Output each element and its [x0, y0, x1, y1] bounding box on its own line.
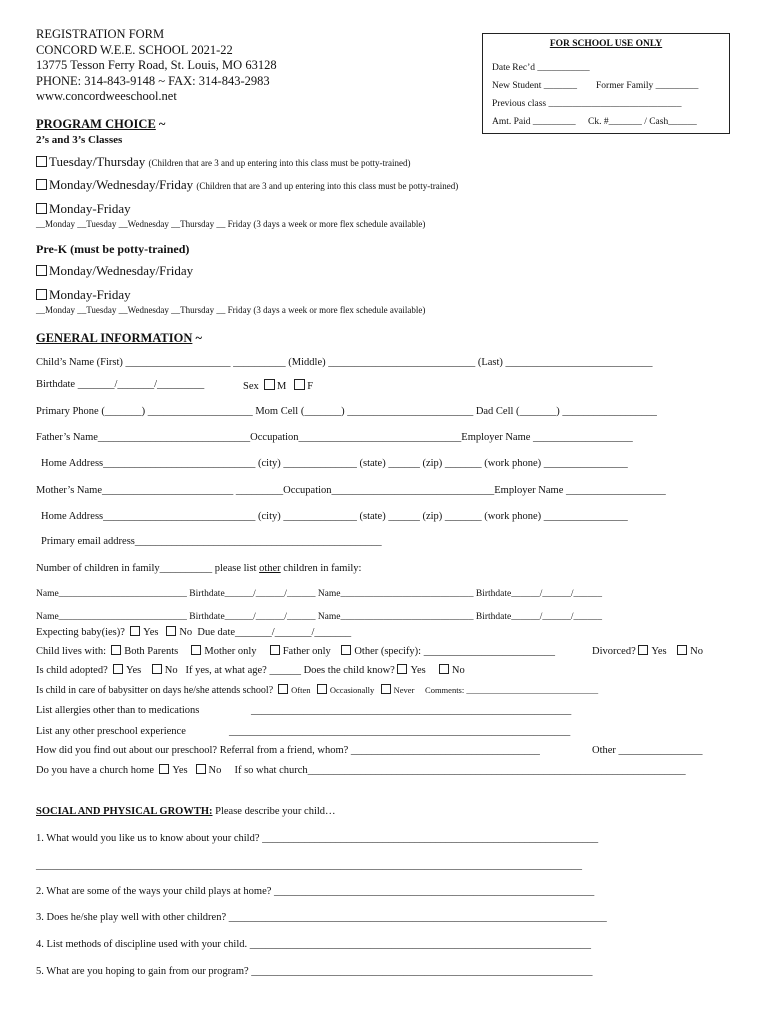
form-title: REGISTRATION FORM	[36, 27, 165, 41]
tt-checkbox[interactable]	[36, 156, 47, 167]
social-growth-heading: SOCIAL AND PHYSICAL GROWTH: Please describe your child…	[36, 806, 336, 817]
divorced-row[interactable]: Divorced? Yes No	[592, 646, 703, 657]
prek-days-choice[interactable]: __Monday __Tuesday __Wednesday __Thursday __ Friday (3 days a week or more flex schedule available)	[36, 305, 426, 315]
mother-only-checkbox[interactable]	[191, 645, 201, 655]
knows-no-checkbox[interactable]	[439, 664, 449, 674]
often-checkbox[interactable]	[278, 684, 288, 694]
question-5-field[interactable]: 5. What are you hoping to gain from our program? _________________________________________________________________	[36, 966, 593, 977]
other-checkbox[interactable]	[341, 645, 351, 655]
father-only-checkbox[interactable]	[270, 645, 280, 655]
birthdate-field[interactable]: Birthdate _______/_______/_________	[36, 379, 205, 390]
adopted-yes-checkbox[interactable]	[113, 664, 123, 674]
father-fields[interactable]: Father’s Name_____________________________Occupation_______________________________Employer Name ___________________	[36, 432, 633, 443]
twos-threes-heading: 2’s and 3’s Classes	[36, 134, 123, 146]
childs-name-field[interactable]: Child’s Name (First) ____________________ __________ (Middle) ____________________________ (Last) ____________________________	[36, 357, 653, 368]
father-home-fields[interactable]: Home Address_____________________________ (city) ______________ (state) ______ (zip) _______ (work phone) ________________	[41, 458, 628, 469]
never-checkbox[interactable]	[381, 684, 391, 694]
school-address: 13775 Tesson Ferry Road, St. Louis, MO 63128	[36, 58, 277, 72]
question-1-field[interactable]: 1. What would you like us to know about your child? ________________________________________________________________	[36, 833, 599, 844]
school-website: www.concordweeschool.net	[36, 89, 177, 103]
sibling-row-2[interactable]: Name___________________________ Birthdate______/______/______ Name____________________________ Birthdate______/______/______	[36, 612, 603, 622]
date-received-field[interactable]: Date Rec’d ___________	[492, 63, 590, 73]
referral-other-field[interactable]: Other ________________	[592, 745, 703, 756]
option-mwf[interactable]: Monday/Wednesday/Friday (Children that are 3 and up entering into this class must be potty-trained)	[36, 177, 458, 193]
general-info-heading: GENERAL INFORMATION ~	[36, 331, 203, 345]
email-field[interactable]: Primary email address_______________________________________________	[41, 536, 382, 547]
mother-home-fields[interactable]: Home Address_____________________________ (city) ______________ (state) ______ (zip) _______ (work phone) ________________	[41, 511, 628, 522]
sex-m-checkbox[interactable]	[264, 379, 275, 390]
lives-with-row[interactable]: Child lives with: Both Parents Mother only Father only Other (specify): _________________________	[36, 646, 555, 657]
both-parents-checkbox[interactable]	[111, 645, 121, 655]
question-2-field[interactable]: 2. What are some of the ways your child plays at home? _____________________________________________________________	[36, 886, 595, 897]
babysitter-row[interactable]: Is child in care of babysitter on days he/she attends school? Often Occasionally Never Comments: _______________________________	[36, 685, 599, 696]
option-prek-monday-friday[interactable]: Monday-Friday	[36, 287, 131, 303]
sex-choice[interactable]: Sex M F	[243, 381, 314, 392]
option-monday-friday[interactable]: Monday-Friday	[36, 201, 131, 217]
church-no-checkbox[interactable]	[196, 764, 206, 774]
mwf-checkbox[interactable]	[36, 179, 47, 190]
prek-mf-checkbox[interactable]	[36, 289, 47, 300]
church-row[interactable]: Do you have a church home Yes No If so what church________________________________________________________________________	[36, 765, 686, 776]
former-family-field[interactable]: Former Family _________	[596, 81, 699, 91]
option-tuesday-thursday[interactable]: Tuesday/Thursday (Children that are 3 and up entering into this class must be potty-trained)	[36, 154, 410, 170]
program-choice-heading: PROGRAM CHOICE ~	[36, 117, 166, 131]
number-of-children-field[interactable]: Number of children in family__________ please list other children in family:	[36, 563, 362, 574]
question-3-field[interactable]: 3. Does he/she play well with other children? ________________________________________________________________________	[36, 912, 607, 923]
school-use-box	[482, 33, 730, 134]
referral-field[interactable]: How did you find out about our preschool? Referral from a friend, whom? ____________________________________	[36, 745, 540, 756]
expecting-row[interactable]: Expecting baby(ies)? Yes No Due date_______/_______/_______	[36, 627, 352, 638]
mf-days-choice[interactable]: __Monday __Tuesday __Wednesday __Thursday __ Friday (3 days a week or more flex schedule available)	[36, 219, 426, 229]
sibling-row-1[interactable]: Name___________________________ Birthdate______/______/______ Name____________________________ Birthdate______/______/______	[36, 589, 603, 599]
school-header	[36, 27, 277, 105]
previous-class-field[interactable]: Previous class ____________________________	[492, 99, 682, 109]
question-1-line-2[interactable]: ________________________________________________________________________________________________________	[36, 860, 582, 871]
new-student-field[interactable]: New Student _______	[492, 81, 577, 91]
expecting-no-checkbox[interactable]	[166, 626, 176, 636]
school-use-title: FOR SCHOOL USE ONLY	[549, 39, 663, 49]
mf-checkbox[interactable]	[36, 203, 47, 214]
preschool-exp-label: List any other preschool experience	[36, 726, 186, 737]
divorced-no-checkbox[interactable]	[677, 645, 687, 655]
knows-yes-checkbox[interactable]	[397, 664, 407, 674]
allergies-field[interactable]: _____________________________________________________________	[251, 705, 572, 716]
amount-paid-field[interactable]: Amt. Paid _________	[492, 117, 576, 127]
mother-fields[interactable]: Mother’s Name_________________________ _________Occupation_______________________________Employer Name ___________________	[36, 485, 666, 496]
adopted-no-checkbox[interactable]	[152, 664, 162, 674]
question-4-field[interactable]: 4. List methods of discipline used with your child. _________________________________________________________________	[36, 939, 592, 950]
expecting-yes-checkbox[interactable]	[130, 626, 140, 636]
phone-fields[interactable]: Primary Phone (_______) ____________________ Mom Cell (_______) ________________________ Dad Cell (_______) __________________	[36, 406, 657, 417]
divorced-yes-checkbox[interactable]	[638, 645, 648, 655]
preschool-exp-field[interactable]: _________________________________________________________________	[229, 726, 571, 737]
adopted-row[interactable]: Is child adopted? Yes No If yes, at what age? ______ Does the child know? Yes No	[36, 665, 465, 676]
sex-f-checkbox[interactable]	[294, 379, 305, 390]
church-yes-checkbox[interactable]	[159, 764, 169, 774]
occasionally-checkbox[interactable]	[317, 684, 327, 694]
check-cash-field[interactable]: Ck. #_______ / Cash______	[588, 117, 697, 127]
school-name: CONCORD W.E.E. SCHOOL 2021-22	[36, 42, 233, 57]
prek-mwf-checkbox[interactable]	[36, 265, 47, 276]
school-phone: PHONE: 314-843-9148 ~ FAX: 314-843-2983	[36, 73, 270, 88]
prek-heading: Pre-K (must be potty-trained)	[36, 242, 190, 256]
option-prek-mwf[interactable]: Monday/Wednesday/Friday	[36, 263, 193, 279]
allergies-label: List allergies other than to medications	[36, 705, 200, 716]
